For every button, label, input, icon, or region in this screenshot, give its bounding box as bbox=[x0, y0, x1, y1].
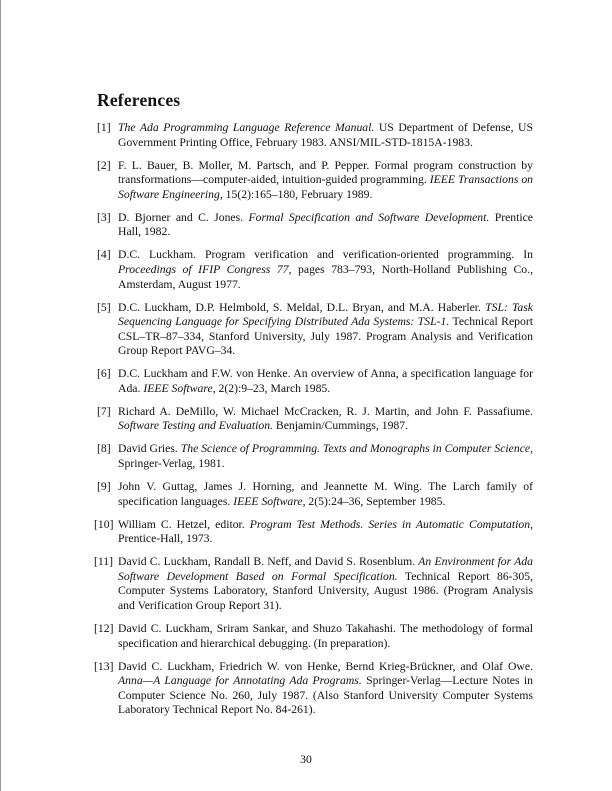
reference-item bbox=[97, 159, 533, 203]
reference-number: [2] bbox=[97, 158, 111, 172]
section-heading: References bbox=[97, 90, 181, 110]
reference-text: D.C. Luckham. Program verification and verification-oriented programming. In bbox=[118, 248, 533, 262]
reference-item bbox=[97, 248, 533, 292]
reference-item bbox=[97, 211, 533, 240]
reference-number: [9] bbox=[97, 480, 111, 493]
reference-text: US Department of Defense, US Government Printing Office, February 1983. ANSI/MIL-STD-1815A-1983. bbox=[118, 121, 534, 149]
reference-text: D.C. Luckham, D.P. Helmbold, S. Meldal, D.L. Bryan, and M.A. Haberler. bbox=[118, 300, 486, 314]
reference-item bbox=[97, 121, 533, 150]
reference-title-italic: The Ada Programming Language Reference Manual. bbox=[118, 121, 375, 134]
reference-number: [6] bbox=[97, 367, 111, 381]
reference-text: David C. Luckham, Randall B. Neff, and David S. Rosenblum. bbox=[118, 555, 419, 569]
reference-title-italic: Anna—A Language for Annotating Ada Programs. bbox=[118, 674, 362, 688]
reference-text: F. L. Bauer, B. Moller, M. Partsch, and P. Pepper. Formal program construction by transformations—computer-aided, intuition-guided programming. bbox=[118, 158, 533, 187]
reference-title-italic: IEEE Software bbox=[233, 494, 303, 508]
reference-item bbox=[94, 659, 533, 718]
reference-title-italic: TSL: Task Sequencing Language for Specifying Distributed Ada Systems: TSL-1. bbox=[118, 300, 533, 329]
reference-title-italic: The Science of Programming. Texts and Monographs in Computer Science bbox=[180, 442, 531, 456]
reference-text: David Gries. bbox=[118, 442, 181, 456]
reference-title-italic: Formal Specification and Software Development. bbox=[248, 210, 490, 224]
page-edge bbox=[0, 0, 1, 791]
reference-number: [12] bbox=[94, 621, 114, 635]
reference-title-italic: Program Test Methods. Series in Automatic Computation bbox=[249, 517, 531, 531]
reference-text: , Prentice-Hall, 1973. bbox=[118, 517, 533, 546]
reference-text: , Springer-Verlag, 1981. bbox=[118, 442, 533, 471]
reference-text: Richard A. DeMillo, W. Michael McCracken, R. J. Martin, and John F. Passafiume. bbox=[118, 404, 533, 418]
reference-number: [8] bbox=[97, 442, 111, 456]
reference-text: , 2(2):9–23, March 1985. bbox=[212, 381, 331, 395]
reference-list bbox=[94, 121, 534, 726]
reference-number: [3] bbox=[97, 210, 111, 224]
reference-item bbox=[97, 442, 533, 471]
reference-number: [5] bbox=[97, 300, 111, 314]
reference-text: Benjamin/Cummings, 1987. bbox=[272, 419, 409, 433]
reference-item bbox=[94, 517, 533, 547]
reference-text: Technical Report 86-305, Computer Systems Laboratory, Stanford University, August 1986. (Program Analysis and Verification Group Report 31). bbox=[118, 569, 534, 612]
reference-text: William C. Hetzel, editor. bbox=[118, 517, 250, 531]
reference-title-italic: IEEE Transactions on Software Engineering bbox=[118, 173, 534, 201]
reference-title-italic: An Environment for Ada Software Development Based on Formal Specification. bbox=[118, 555, 533, 583]
reference-text: Technical Report CSL–TR–87–334, Stanford University, July 1987. Program Analysis and Verification Group Report PAVG–34. bbox=[118, 315, 533, 358]
reference-text: , pages 783–793, North-Holland Publishing Co., Amsterdam, August 1977. bbox=[118, 262, 533, 291]
reference-text: Prentice Hall, 1982. bbox=[118, 210, 533, 239]
reference-text: Springer-Verlag—Lecture Notes in Computer Science No. 260, July 1987. (Also Stanford University Computer Systems Laboratory Technical Report No. 84-261). bbox=[118, 674, 533, 717]
reference-item bbox=[94, 621, 533, 651]
reference-text: D. Bjorner and C. Jones. bbox=[118, 210, 249, 224]
reference-number: [11] bbox=[94, 555, 114, 569]
reference-item bbox=[97, 367, 533, 396]
reference-item bbox=[94, 555, 534, 613]
reference-title-italic: Software Testing and Evaluation. bbox=[118, 419, 273, 433]
reference-text: David C. Luckham, Sriram Sankar, and Shuzo Takahashi. The methodology of formal specification and hierarchical debugging. (In preparation). bbox=[118, 621, 533, 650]
page-number: 30 bbox=[300, 753, 312, 766]
reference-number: [1] bbox=[97, 121, 111, 134]
reference-item bbox=[97, 301, 533, 359]
reference-text: , 15(2):165–180, February 1989. bbox=[219, 187, 373, 201]
reference-item bbox=[97, 480, 533, 509]
reference-number: [4] bbox=[97, 248, 111, 262]
reference-title-italic: IEEE Software bbox=[143, 381, 213, 395]
reference-text: David C. Luckham, Friedrich W. von Henke, Bernd Krieg-Brückner, and Olaf Owe. bbox=[118, 659, 533, 673]
reference-text: , 2(5):24–36, September 1985. bbox=[302, 494, 446, 508]
reference-title-italic: Proceedings of IFIP Congress 77 bbox=[118, 262, 289, 276]
reference-number: [7] bbox=[97, 404, 111, 418]
reference-text: John V. Guttag, James J. Horning, and Jeannette M. Wing. The Larch family of specification languages. bbox=[118, 480, 533, 508]
reference-number: [13] bbox=[94, 659, 114, 673]
reference-item bbox=[97, 405, 533, 434]
reference-number: [10] bbox=[94, 517, 114, 531]
reference-text: D.C. Luckham and F.W. von Henke. An overview of Anna, a specification language for Ada. bbox=[118, 367, 533, 395]
